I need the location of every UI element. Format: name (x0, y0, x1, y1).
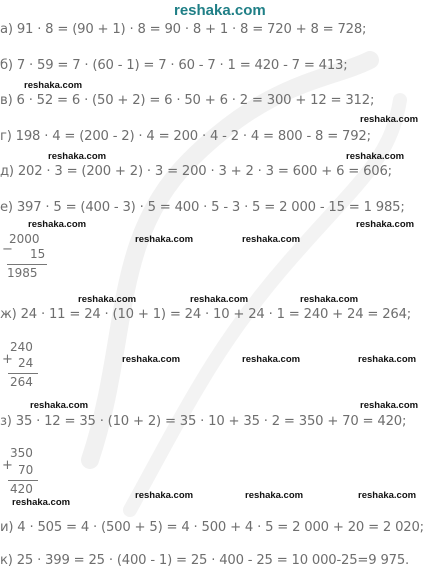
watermark: reshaka.com (346, 151, 405, 162)
equation-b: б) 7 · 59 = 7 · (60 - 1) = 7 · 60 - 7 · 1 = 420 - 7 = 413; (0, 58, 348, 73)
column-calc-1 (0, 232, 60, 312)
watermark: reshaka.com (300, 294, 359, 305)
watermark: reshaka.com (358, 490, 417, 501)
column-result: 1985 (7, 266, 38, 280)
watermark: reshaka.com (356, 219, 415, 230)
column-line (8, 480, 38, 481)
column-top: 350 (10, 446, 33, 460)
background-scribble (70, 40, 410, 520)
equation-d: д) 202 · 3 = (200 + 2) · 3 = 200 · 3 + 2 · 3 = 600 + 6 = 606; (0, 164, 392, 179)
watermark: reshaka.com (245, 490, 304, 501)
column-line (8, 373, 38, 374)
column-bottom: 15 (30, 247, 46, 261)
column-result: 420 (10, 482, 33, 496)
watermark: reshaka.com (242, 354, 301, 365)
watermark: reshaka.com (135, 490, 194, 501)
watermark: reshaka.com (78, 294, 137, 305)
column-top: 240 (10, 340, 33, 354)
column-top: 2000 (9, 232, 40, 246)
equation-a: а) 91 · 8 = (90 + 1) · 8 = 90 · 8 + 1 · 8 = 720 + 8 = 728; (0, 22, 367, 37)
equation-v: в) 6 · 52 = 6 · (50 + 2) = 6 · 50 + 6 · 2 = 300 + 12 = 312; (0, 93, 375, 108)
watermark: reshaka.com (12, 497, 71, 508)
equation-g: г) 198 · 4 = (200 - 2) · 4 = 200 · 4 - 2 · 4 = 800 - 8 = 792; (0, 129, 371, 144)
column-line (7, 264, 47, 265)
watermark: reshaka.com (360, 114, 419, 125)
column-bottom: 24 (18, 356, 34, 370)
equation-zh: ж) 24 · 11 = 24 · (10 + 1) = 24 · 10 + 24 · 1 = 240 + 24 = 264; (0, 307, 412, 322)
watermark: reshaka.com (30, 400, 89, 411)
watermark: reshaka.com (24, 80, 83, 91)
watermark: reshaka.com (135, 234, 194, 245)
watermark: reshaka.com (242, 234, 301, 245)
equation-i: и) 4 · 505 = 4 · (500 + 5) = 4 · 500 + 4 · 5 = 2 000 + 20 = 2 020; (0, 520, 424, 535)
column-op: − (2, 242, 13, 257)
watermark: reshaka.com (358, 354, 417, 365)
equation-e: е) 397 · 5 = (400 - 3) · 5 = 400 · 5 - 3 · 5 = 2 000 - 15 = 1 985; (0, 200, 405, 215)
watermark: reshaka.com (48, 151, 107, 162)
watermark: reshaka.com (122, 354, 181, 365)
site-header: reshaka.com (174, 2, 266, 19)
column-op: + (2, 458, 13, 473)
watermark: reshaka.com (28, 219, 87, 230)
watermark: reshaka.com (190, 294, 249, 305)
column-op: + (2, 352, 13, 367)
column-bottom: 70 (18, 463, 34, 477)
column-calc-3 (0, 446, 60, 526)
watermark: reshaka.com (360, 400, 419, 411)
equation-z: з) 35 · 12 = 35 · (10 + 2) = 35 · 10 + 35 · 2 = 350 + 70 = 420; (0, 414, 407, 429)
column-result: 264 (10, 375, 33, 389)
equation-k: к) 25 · 399 = 25 · (400 - 1) = 25 · 400 - 25 = 10 000-25=9 975. (0, 553, 410, 568)
